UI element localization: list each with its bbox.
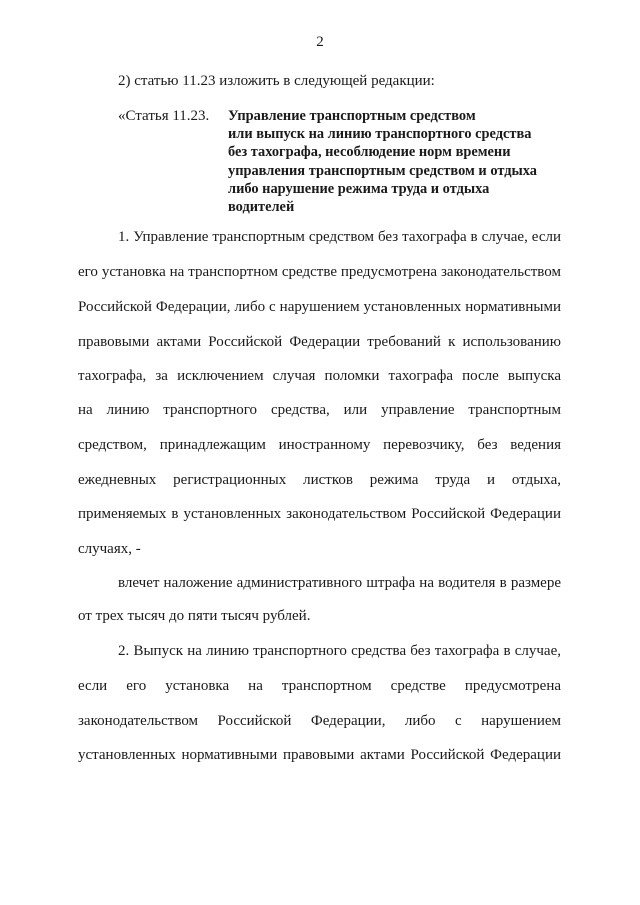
part2-line: законодательством Российской Федерации, либо с нарушением xyxy=(78,713,561,729)
part1-line: на линию транспортного средства, или управление транспортным xyxy=(78,402,561,418)
part2-line: установленных нормативными правовыми актами Российской Федерации xyxy=(78,747,561,763)
article-title-line: водителей xyxy=(228,199,295,216)
article-title-line: управления транспортным средством и отдыха xyxy=(228,162,537,179)
part1-line: его установка на транспортном средстве предусмотрена законодательством xyxy=(78,264,561,280)
article-title-line: Управление транспортным средством xyxy=(228,108,476,124)
page-number: 2 xyxy=(316,34,324,50)
amendment-intro: 2) статью 11.23 изложить в следующей редакции: xyxy=(118,73,435,89)
sanction-line: от трех тысяч до пяти тысяч рублей. xyxy=(78,608,311,624)
part1-line: применяемых в установленных законодательством Российской Федерации xyxy=(78,506,561,522)
part1-line: тахографа, за исключением случая поломки тахографа после выпуска xyxy=(78,368,561,384)
part1-line: 1. Управление транспортным средством без тахографа в случае, если xyxy=(118,229,561,245)
part1-line: ежедневных регистрационных листков режима труда и отдыха, xyxy=(78,472,561,488)
part1-line: Российской Федерации, либо с нарушением установленных нормативными xyxy=(78,299,561,315)
sanction-line: влечет наложение административного штрафа на водителя в размере xyxy=(118,575,561,591)
part1-line: средством, принадлежащим иностранному перевозчику, без ведения xyxy=(78,437,561,453)
article-title-line: без тахографа, несоблюдение норм времени xyxy=(228,144,511,161)
article-title xyxy=(228,107,568,216)
article-title-line: или выпуск на линию транспортного средства xyxy=(228,126,532,143)
part1-line: правовыми актами Российской Федерации требований к использованию xyxy=(78,334,561,350)
article-title-line: либо нарушение режима труда и отдыха xyxy=(228,180,490,197)
part2-line: если его установка на транспортном средстве предусмотрена xyxy=(78,678,561,694)
part2-line: 2. Выпуск на линию транспортного средства без тахографа в случае, xyxy=(118,643,561,659)
part1-line: случаях, - xyxy=(78,541,141,557)
article-label: «Статья 11.23. xyxy=(118,108,210,124)
